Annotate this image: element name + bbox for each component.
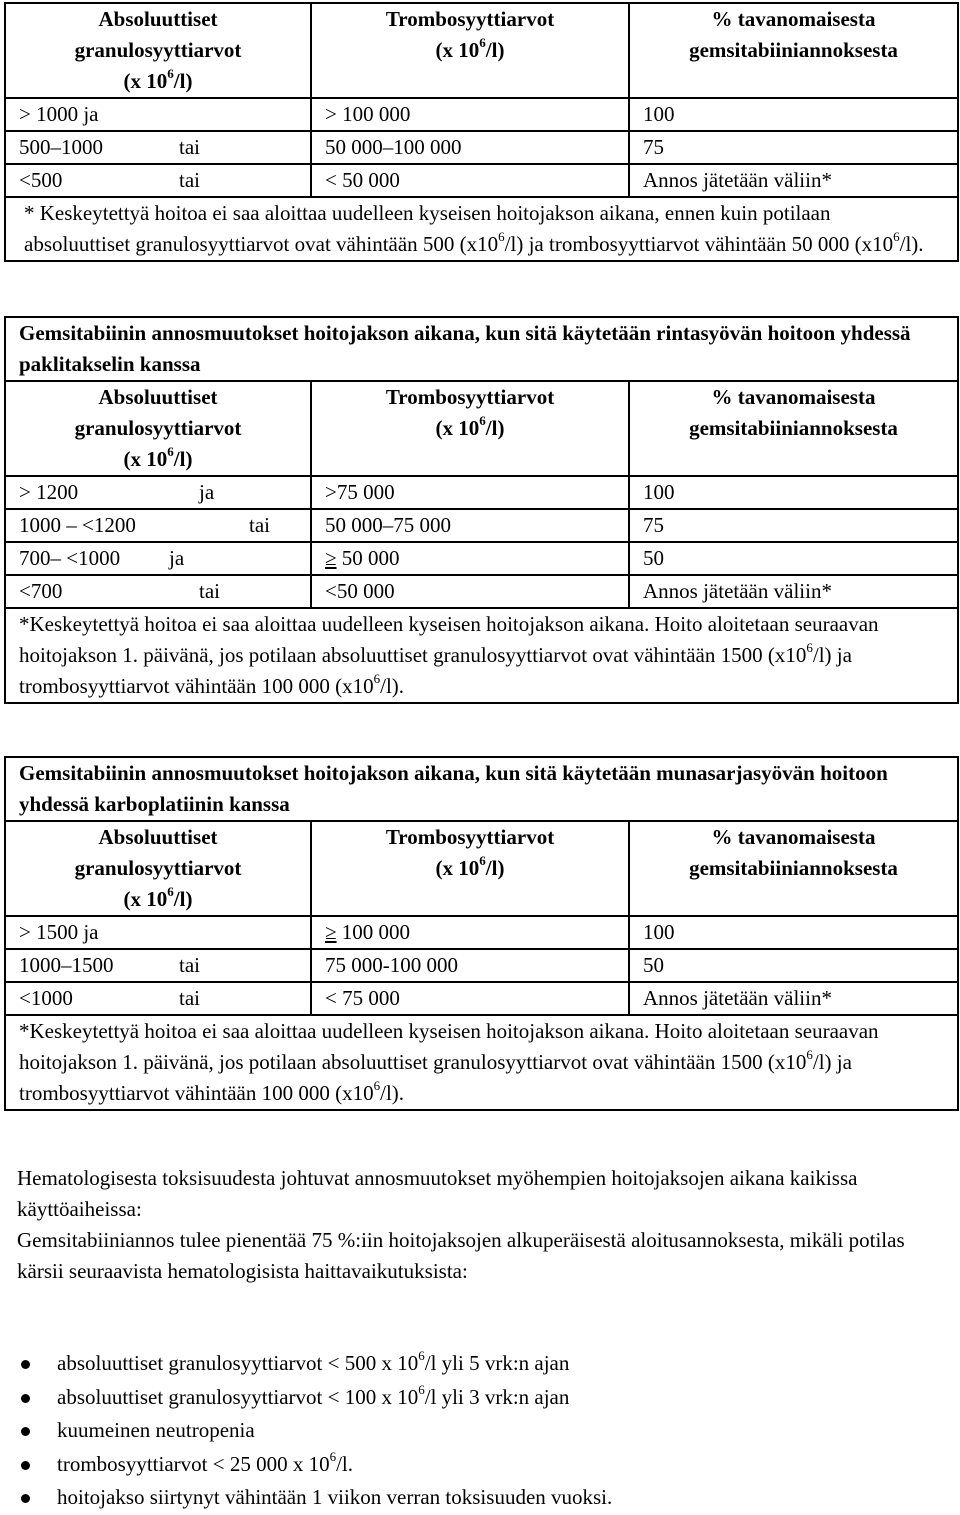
header-text: Absoluuttiset bbox=[98, 385, 218, 409]
header-text: Absoluuttiset bbox=[98, 7, 218, 31]
table-note-row bbox=[5, 608, 958, 703]
cell-dose: Annos jätetään väliin* bbox=[629, 982, 958, 1015]
table-row bbox=[5, 542, 958, 575]
header-text: % tavanomaisesta bbox=[711, 825, 876, 849]
header-text: Absoluuttiset bbox=[98, 825, 218, 849]
header-dose-percent bbox=[629, 381, 958, 476]
header-neutrophils bbox=[5, 3, 311, 98]
list-item: kuumeinen neutropenia bbox=[17, 1414, 937, 1448]
table-note: * Keskeytettyä hoitoa ei saa aloittaa uudelleen kyseisen hoitojakson aikana, ennen kuin potilaan absoluuttiset granulosyyttiarvot ovat vähintään 500 $(x10^6/l)$ ja trombosyyttiarvot vähintään 50 000 $(x10^6/l)$. bbox=[5, 197, 958, 261]
header-text: (x $10^6/l$) bbox=[435, 35, 505, 62]
header-text: (x $10^6/l$) bbox=[123, 444, 193, 471]
cell-neutrophils: <500 tai bbox=[5, 164, 311, 197]
paragraph-text: Gemsitabiiniannos tulee pienentää 75 %:iin hoitojaksojen alkuperäisestä aloitusannoksesta, mikäli potilas kärsii seuraavista hematologisista haittavaikutuksista: bbox=[17, 1228, 905, 1283]
cell-platelets: 50 000–100 000 bbox=[311, 131, 629, 164]
list-item: trombosyyttiarvot < 25 000 x $10^6/l$. bbox=[17, 1448, 937, 1482]
header-text: Trombosyyttiarvot bbox=[385, 825, 555, 849]
list-item: hoitojakso siirtynyt vähintään 1 viikon verran toksisuuden vuoksi. bbox=[17, 1481, 937, 1515]
header-text: % tavanomaisesta bbox=[711, 385, 876, 409]
cell-neutrophils: 500–1000 tai bbox=[5, 131, 311, 164]
cell-dose: 50 bbox=[629, 949, 958, 982]
cell-dose: Annos jätetään väliin* bbox=[629, 575, 958, 608]
header-text: gemsitabiiniannoksesta bbox=[689, 416, 898, 440]
body-paragraphs bbox=[17, 1163, 937, 1287]
table-title: Gemsitabiinin annosmuutokset hoitojakson aikana, kun sitä käytetään munasarjasyövän hoitoon yhdessä karboplatiinin kanssa bbox=[5, 757, 958, 821]
cell-platelets: 50 000–75 000 bbox=[311, 509, 629, 542]
header-text: (x $10^6/l$) bbox=[435, 853, 505, 880]
header-neutrophils bbox=[5, 821, 311, 916]
header-text: granulosyyttiarvot bbox=[74, 38, 242, 62]
header-platelets bbox=[311, 3, 629, 98]
table-title: Gemsitabiinin annosmuutokset hoitojakson aikana, kun sitä käytetään rintasyövän hoitoon yhdessä paklitakselin kanssa bbox=[5, 317, 958, 381]
header-text: (x $10^6/l$) bbox=[435, 413, 505, 440]
table-title-row bbox=[5, 317, 958, 381]
table-note: *Keskeytettyä hoitoa ei saa aloittaa uudelleen kyseisen hoitojakson aikana. Hoito aloitetaan seuraavan hoitojakson 1. päivänä, jos potilaan absoluuttiset granulosyyttiarvot ovat vähintään 1500 $(x10^6/l)$ ja trombosyyttiarvot vähintään 100 000 $(x10^6/l)$. bbox=[5, 1015, 958, 1110]
dose-table-1 bbox=[4, 2, 959, 262]
header-text: (x $10^6/l$) bbox=[123, 884, 193, 911]
cell-platelets: > 100 000 bbox=[311, 98, 629, 131]
table-note-row bbox=[5, 197, 958, 261]
table-note-row bbox=[5, 1015, 958, 1110]
header-text: granulosyyttiarvot bbox=[74, 416, 242, 440]
header-text: (x $10^6/l$) bbox=[123, 66, 193, 93]
table-header-row bbox=[5, 381, 958, 476]
table-row bbox=[5, 98, 958, 131]
criteria-list bbox=[17, 1347, 937, 1515]
cell-neutrophils: > 1000 ja bbox=[5, 98, 311, 131]
table-row bbox=[5, 131, 958, 164]
list-item: absoluuttiset granulosyyttiarvot < 500 x $10^6/l$ yli 5 vrk:n ajan bbox=[17, 1347, 937, 1381]
table-row bbox=[5, 949, 958, 982]
table-row bbox=[5, 476, 958, 509]
header-text: gemsitabiiniannoksesta bbox=[689, 38, 898, 62]
table-header-row bbox=[5, 3, 958, 98]
table-row bbox=[5, 982, 958, 1015]
cell-dose: 75 bbox=[629, 131, 958, 164]
cell-neutrophils: <700 tai bbox=[5, 575, 311, 608]
cell-dose: Annos jätetään väliin* bbox=[629, 164, 958, 197]
header-text: Trombosyyttiarvot bbox=[385, 385, 555, 409]
table-row bbox=[5, 575, 958, 608]
table-title-row bbox=[5, 757, 958, 821]
cell-neutrophils: > 1500 ja bbox=[5, 916, 311, 949]
dose-table-2 bbox=[4, 316, 959, 704]
cell-platelets: ≥ 50 000 bbox=[311, 542, 629, 575]
cell-neutrophils: <1000 tai bbox=[5, 982, 311, 1015]
cell-dose: 100 bbox=[629, 98, 958, 131]
table-header-row bbox=[5, 821, 958, 916]
cell-neutrophils: 1000–1500 tai bbox=[5, 949, 311, 982]
cell-platelets: < 75 000 bbox=[311, 982, 629, 1015]
table-row bbox=[5, 509, 958, 542]
dose-table-3 bbox=[4, 756, 959, 1111]
header-platelets bbox=[311, 821, 629, 916]
cell-neutrophils: > 1200 ja bbox=[5, 476, 311, 509]
cell-platelets: <50 000 bbox=[311, 575, 629, 608]
table-row bbox=[5, 916, 958, 949]
cell-platelets: ≥ 100 000 bbox=[311, 916, 629, 949]
cell-dose: 50 bbox=[629, 542, 958, 575]
header-text: gemsitabiiniannoksesta bbox=[689, 856, 898, 880]
cell-platelets: 75 000-100 000 bbox=[311, 949, 629, 982]
table-1-block bbox=[4, 2, 957, 262]
cell-dose: 100 bbox=[629, 916, 958, 949]
table-2-block bbox=[4, 316, 957, 704]
header-neutrophils bbox=[5, 381, 311, 476]
table-note: *Keskeytettyä hoitoa ei saa aloittaa uudelleen kyseisen hoitojakson aikana. Hoito aloitetaan seuraavan hoitojakson 1. päivänä, jos potilaan absoluuttiset granulosyyttiarvot ovat vähintään 1500 $(x10^6/l)$ ja trombosyyttiarvot vähintään 100 000 $(x10^6/l)$. bbox=[5, 608, 958, 703]
cell-neutrophils: 1000 – <1200 tai bbox=[5, 509, 311, 542]
table-row bbox=[5, 164, 958, 197]
header-dose-percent bbox=[629, 3, 958, 98]
header-text: granulosyyttiarvot bbox=[74, 856, 242, 880]
cell-dose: 100 bbox=[629, 476, 958, 509]
table-3-block bbox=[4, 756, 957, 1111]
cell-neutrophils: 700– <1000 ja bbox=[5, 542, 311, 575]
paragraph-heading: Hematologisesta toksisuudesta johtuvat annosmuutokset myöhempien hoitojaksojen aikana kaikissa käyttöaiheissa: bbox=[17, 1166, 858, 1221]
header-dose-percent bbox=[629, 821, 958, 916]
header-text: Trombosyyttiarvot bbox=[385, 7, 555, 31]
header-platelets bbox=[311, 381, 629, 476]
cell-platelets: >75 000 bbox=[311, 476, 629, 509]
cell-dose: 75 bbox=[629, 509, 958, 542]
header-text: % tavanomaisesta bbox=[711, 7, 876, 31]
cell-platelets: < 50 000 bbox=[311, 164, 629, 197]
list-item: absoluuttiset granulosyyttiarvot < 100 x $10^6/l$ yli 3 vrk:n ajan bbox=[17, 1381, 937, 1415]
